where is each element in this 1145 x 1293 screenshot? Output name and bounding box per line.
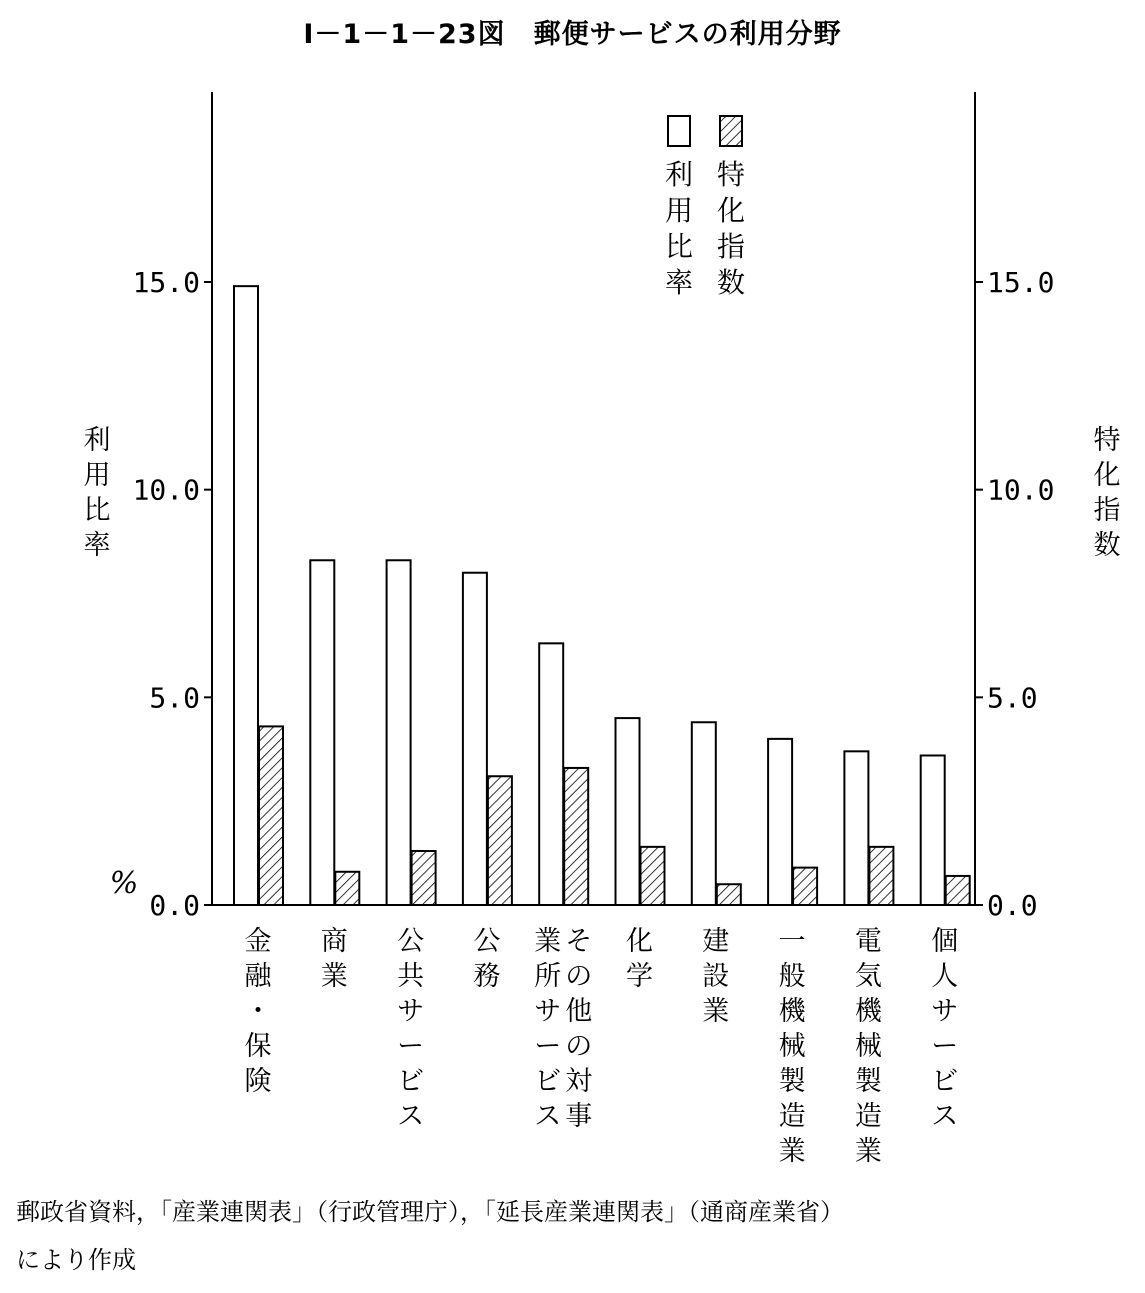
char: サ [534, 996, 562, 1027]
bar-usage-rate [539, 643, 563, 905]
category-labels [245, 926, 959, 1167]
category-label [245, 926, 273, 1097]
char: 化 [716, 194, 746, 227]
char: 数 [716, 266, 746, 299]
char: 共 [397, 961, 425, 992]
right-tick-label: 15.0 [987, 266, 1055, 299]
char: 所 [534, 961, 562, 992]
char: 業 [534, 926, 562, 957]
bar-specialization-index [869, 847, 893, 905]
right-tick-label: 10.0 [987, 473, 1055, 507]
char: ー [534, 1031, 562, 1062]
char: 特 [1093, 425, 1121, 456]
char: 人 [931, 961, 959, 992]
legend-label-usage-rate [665, 158, 693, 299]
char: 特 [716, 158, 746, 191]
char: 公 [473, 926, 501, 957]
char: ビ [931, 1066, 959, 1097]
right-tick-label: 0.0 [987, 889, 1038, 922]
char: 用 [83, 460, 111, 491]
char: 対 [565, 1066, 593, 1097]
category-label [321, 926, 348, 992]
legend-label-specialization-index [717, 158, 745, 299]
category-label [626, 926, 653, 992]
char: 指 [716, 230, 746, 263]
char: 率 [664, 266, 694, 299]
char: 化 [1093, 460, 1121, 491]
char: ス [534, 1101, 562, 1132]
char: 建 [702, 926, 730, 957]
char: 比 [664, 230, 694, 263]
char: 製 [854, 1066, 882, 1097]
char: 金 [244, 926, 272, 957]
char: そ [565, 926, 593, 957]
char: ー [931, 1031, 959, 1062]
char: 険 [244, 1066, 272, 1097]
char: 造 [854, 1101, 882, 1132]
y-axis-label [84, 425, 111, 561]
char: 一 [778, 926, 806, 957]
bar-specialization-index [259, 726, 283, 905]
bar-usage-rate [616, 718, 640, 905]
char: 業 [702, 996, 730, 1027]
char: 設 [702, 961, 730, 992]
char: 務 [473, 961, 501, 992]
bar-usage-rate [463, 573, 487, 905]
bar-specialization-index [946, 876, 970, 905]
char: ー [397, 1031, 425, 1062]
category-label [931, 926, 958, 1132]
bar-specialization-index [641, 847, 665, 905]
char: 械 [778, 1031, 806, 1062]
char: 電 [854, 926, 882, 957]
bar-usage-rate [387, 560, 411, 905]
char: 利 [83, 425, 111, 456]
left-tick-label: 0.0 [149, 889, 200, 922]
category-label [702, 926, 729, 1027]
bars [234, 286, 970, 905]
char: ビ [534, 1066, 562, 1097]
bar-specialization-index [335, 872, 359, 905]
chart-title: Ⅰ－1－1－23図 郵便サービスの利用分野 [303, 19, 842, 50]
char: 商 [320, 926, 348, 957]
char: 機 [854, 996, 882, 1027]
y-unit-label: % [109, 866, 139, 901]
char: 機 [778, 996, 806, 1027]
right-tick-label: 5.0 [987, 681, 1038, 715]
char: 個 [931, 926, 959, 957]
category-label [534, 926, 561, 1132]
char: 気 [854, 961, 882, 992]
bar-specialization-index [412, 851, 436, 905]
char: 指 [1093, 495, 1121, 526]
legend-swatch-specialization-index [720, 116, 742, 146]
char: 製 [778, 1066, 806, 1097]
legend-swatch-usage-rate [668, 116, 690, 146]
source-line-2: により作成 [16, 1246, 136, 1274]
category-label [855, 926, 883, 1167]
char: 械 [854, 1031, 882, 1062]
y2-axis-label [1094, 425, 1121, 561]
char: 業 [854, 1136, 882, 1167]
bar-usage-rate [234, 286, 258, 905]
left-tick-label: 15.0 [132, 266, 200, 299]
char: 公 [397, 926, 425, 957]
bar-usage-rate [768, 739, 792, 905]
category-label [779, 926, 807, 1167]
char: ・ [244, 996, 272, 1027]
char: 化 [626, 926, 653, 957]
char: 数 [1093, 530, 1121, 561]
char: 保 [244, 1031, 272, 1062]
char: の [565, 1031, 593, 1062]
bar-usage-rate [310, 560, 334, 905]
char: 他 [565, 996, 593, 1027]
bar-specialization-index [488, 776, 512, 905]
char: 率 [83, 530, 111, 561]
category-label [565, 926, 592, 1132]
char: 業 [778, 1136, 806, 1167]
char: ビ [397, 1066, 425, 1097]
char: ス [931, 1101, 959, 1132]
char: 般 [778, 961, 806, 992]
char: 造 [778, 1101, 806, 1132]
char: の [565, 961, 593, 992]
category-label [473, 926, 500, 992]
bar-specialization-index [793, 868, 817, 905]
bar-specialization-index [564, 768, 588, 905]
char: サ [931, 996, 959, 1027]
left-tick-label: 5.0 [149, 681, 200, 715]
bar-usage-rate [921, 755, 945, 905]
char: サ [397, 996, 425, 1027]
char: 業 [320, 961, 348, 992]
bar-usage-rate [844, 751, 868, 905]
char: 利 [664, 158, 694, 191]
char: 学 [626, 961, 653, 992]
char: ス [397, 1101, 425, 1132]
char: 比 [83, 495, 111, 526]
bar-usage-rate [692, 722, 716, 905]
bar-specialization-index [717, 884, 741, 905]
category-label [397, 926, 424, 1132]
left-tick-label: 10.0 [132, 473, 200, 507]
source-line-1: 郵政省資料，「産業連関表」（行政管理庁），「延長産業連関表」（通商産業省） [16, 1198, 844, 1226]
char: 融 [244, 961, 272, 992]
char: 用 [664, 194, 694, 227]
legend [665, 116, 745, 299]
char: 事 [565, 1101, 593, 1132]
source-note [16, 1188, 1141, 1284]
